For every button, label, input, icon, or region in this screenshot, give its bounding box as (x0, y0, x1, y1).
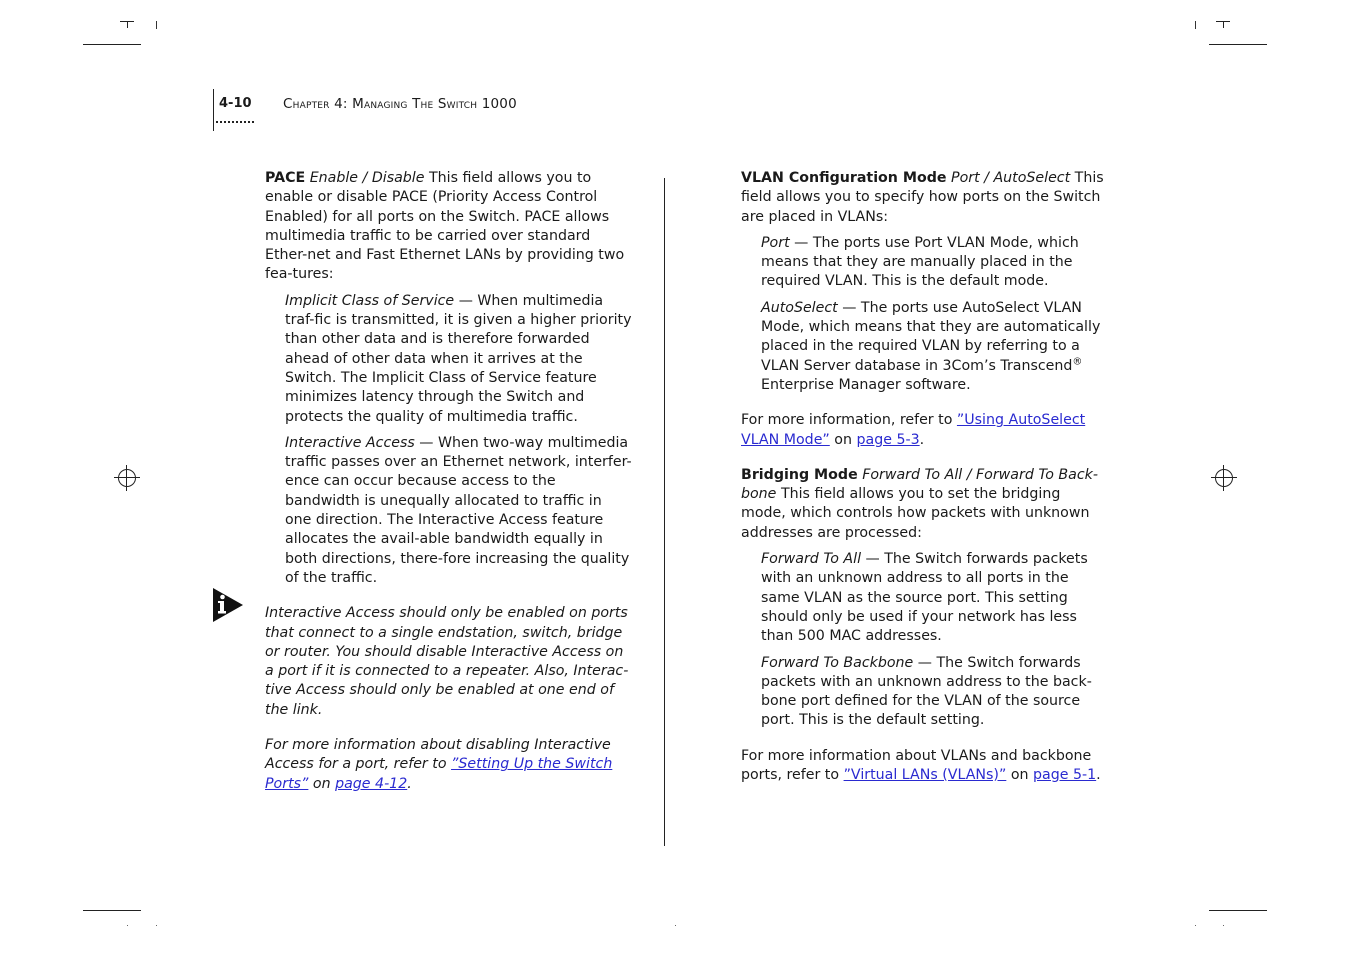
forward-backbone-paragraph (761, 654, 1105, 731)
crop-dot (156, 925, 157, 926)
note-text: Interactive Access should only be enabled on ports that connect to a single endstation, switch, bridge or router. You should disable Interactive Access on a port if it is connected to a repeater. Also, Interac-tive Access should only be enabled at one end of the link. (265, 605, 629, 718)
autoselect-paragraph (761, 299, 1105, 395)
chapter-title: Chapter 4: Managing The Switch 1000 (283, 96, 517, 112)
more-info-vlan-on: on (834, 431, 852, 448)
virtual-lans-link[interactable]: ”Virtual LANs (VLANs)” (843, 767, 1007, 784)
interactive-term: Interactive Access (285, 434, 415, 451)
bridging-text: This field allows you to set the bridging mode, which controls how packets with unknown addresses are processed: (741, 486, 1090, 541)
forward-backbone-text: — The Switch forwards packets with an unknown address to the back-bone port defined for the VLAN of the source port. This is the default setting. (761, 654, 1092, 729)
bridging-paragraph (741, 466, 1105, 543)
column-divider (664, 178, 665, 846)
more-info-backbone-prefix: For more information about VLANs and backbone ports, refer to (741, 747, 1092, 784)
port-term: Port (761, 234, 790, 251)
page-4-12-link[interactable]: page 4-12 (335, 775, 408, 792)
crop-dot (1223, 925, 1224, 926)
more-info-prefix: For more information about disabling Interactive Access for a port, refer to (265, 737, 611, 773)
crop-mark-top-right-icon (1216, 17, 1230, 27)
interactive-paragraph (285, 434, 632, 588)
crop-line-bottom-right (1209, 910, 1267, 911)
page-5-3-link[interactable]: page 5-3 (856, 431, 920, 448)
pace-options: Enable / Disable (309, 170, 425, 186)
more-info-backbone-paragraph (741, 747, 1105, 786)
more-info-suffix: . (407, 775, 412, 792)
forward-backbone-term: Forward To Backbone (761, 654, 914, 671)
registration-mark-left-icon (114, 465, 140, 491)
crop-line-top-left (83, 44, 141, 45)
interactive-text: — When two-way multimedia traffic passes over an Ethernet network, interfer-ence can occur because access to the bandwidth is unequally allocated to traffic in one direction. The Interactive Access feature allocates the avail-able bandwidth equally in both directions, there-fore increasing the quality of the traffic. (285, 434, 632, 586)
port-text: — The ports use Port VLAN Mode, which means that they are manually placed in the required VLAN. This is the default mode. (761, 234, 1079, 290)
autoselect-text-after: Enterprise Manager software. (761, 376, 971, 393)
forward-all-term: Forward To All (761, 551, 862, 568)
registered-mark: ® (1072, 355, 1083, 367)
info-icon (213, 588, 243, 622)
page-number: 4-10 (219, 96, 252, 111)
more-info-vlan-suffix: . (919, 431, 925, 448)
vlan-mode-options: Port / AutoSelect (951, 170, 1071, 186)
more-info-backbone-on: on (1010, 767, 1029, 784)
pace-text: This field allows you to enable or disable PACE (Priority Access Control Enabled) for all ports on the Switch. PACE allows multimedia traffic to be carried over standard Ether-net and Fast Ethernet LANs by providing two fea-tures: (265, 170, 625, 283)
crop-dot (675, 925, 676, 926)
pace-term: PACE (265, 170, 306, 186)
note-paragraph (265, 604, 632, 720)
more-info-backbone-suffix: . (1096, 767, 1101, 784)
crop-dot (127, 925, 128, 926)
implicit-term: Implicit Class of Service (285, 292, 455, 309)
right-column (741, 169, 1105, 785)
pace-paragraph (265, 169, 632, 285)
crop-line-top-right (1209, 44, 1267, 45)
forward-all-text: — The Switch forwards packets with an unknown address to all ports in the same VLAN as the source port. This setting should only be used if your network has less than 500 MAC addresses. (761, 551, 1088, 645)
vlan-mode-term: VLAN Configuration Mode (741, 170, 947, 186)
page-number-dots (216, 121, 254, 123)
crop-dot (1195, 925, 1196, 926)
more-info-paragraph (265, 736, 632, 794)
vlan-mode-paragraph (741, 169, 1105, 227)
implicit-text: — When multimedia traf-fic is transmitted, it is given a higher priority than other data and is therefore forwarded ahead of other data when it arrives at the Switch. The Implicit Class of Service feature minimizes latency through the Switch and protects the quality of multimedia traffic. (285, 292, 632, 425)
crop-tick-top-left (156, 21, 157, 29)
vlan-mode-text: This field allows you to specify how ports on the Switch are placed in VLANs: (741, 170, 1104, 225)
registration-mark-right-icon (1211, 465, 1237, 491)
bridging-term: Bridging Mode (741, 466, 858, 483)
more-info-vlan-paragraph (741, 411, 1105, 450)
crop-line-bottom-left (83, 910, 141, 911)
crop-mark-top-left-icon (120, 17, 134, 27)
implicit-paragraph (285, 292, 632, 427)
bridging-options: Forward To All / Forward To Back-bone (741, 466, 1098, 503)
forward-all-paragraph (761, 550, 1105, 646)
crop-tick-top-right (1195, 21, 1196, 29)
page-5-1-link[interactable]: page 5-1 (1033, 767, 1097, 784)
autoselect-term: AutoSelect (761, 299, 838, 316)
left-column (265, 169, 632, 794)
setting-up-ports-link[interactable]: ”Setting Up the Switch Ports” (265, 756, 613, 792)
more-info-vlan-prefix: For more information, refer to (741, 412, 953, 429)
autoselect-text: — The ports use AutoSelect VLAN Mode, which means that they are automatically placed in the required VLAN by referring to a VLAN Server database in 3Com’s Transcend (761, 299, 1101, 374)
more-info-on: on (312, 775, 331, 792)
using-autoselect-link[interactable]: ”Using AutoSelect VLAN Mode” (741, 412, 1086, 448)
page-number-rule (213, 89, 214, 131)
port-paragraph (761, 234, 1105, 292)
